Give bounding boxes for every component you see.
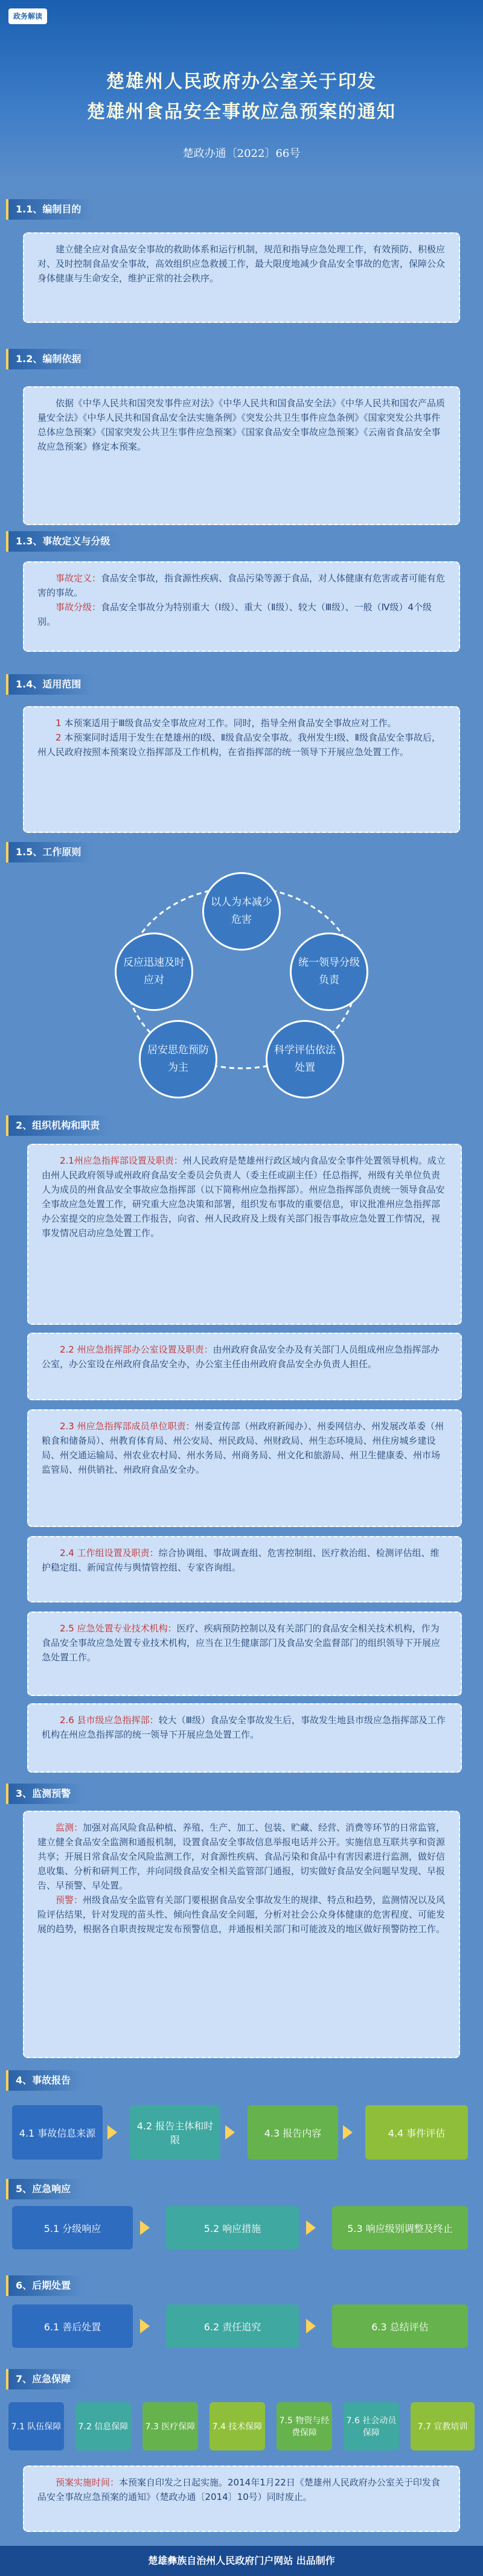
- workgroups-text: 综合协调组、事故调查组、危害控制组、医疗救治组、检测评估组、维护稳定组、新闻宣传与舆情管控组、专家咨询组。: [42, 1548, 440, 1573]
- card-office: [27, 1333, 462, 1400]
- scope-item-2: [37, 730, 446, 759]
- hq-title: 2.1州应急指挥部设置及职责：: [60, 1155, 183, 1166]
- monitoring-para: [37, 1820, 446, 1893]
- guarantee-4: 7.4 技术保障: [210, 2402, 265, 2450]
- warning-label: 预警：: [56, 1895, 83, 1905]
- category-badge: 政务解读: [8, 8, 47, 24]
- arrow-right-icon: [306, 2221, 316, 2235]
- workgroups-para: [42, 1546, 447, 1575]
- county-para: [42, 1713, 447, 1742]
- guarantee-7: 7.7 宣教培训: [411, 2402, 475, 2450]
- card-county: [27, 1703, 462, 1773]
- post-step-2: 6.2 责任追究: [166, 2304, 299, 2348]
- section-heading-3: 3、监测预警: [6, 1784, 84, 1804]
- section-heading-7: 7、应急保障: [6, 2369, 84, 2389]
- principle-2: 统一领导分级负责: [290, 933, 368, 1011]
- guarantee-6: 7.6 社会动员保障: [344, 2402, 399, 2450]
- scope-item-1: [37, 716, 446, 730]
- card-purpose: [23, 232, 460, 323]
- card-scope: [23, 706, 460, 833]
- principle-4: 居安思危预防为主: [139, 1020, 217, 1098]
- section-heading-1-5: 1.5、工作原则: [6, 842, 94, 862]
- grading-text: 食品安全事故分为特别重大（Ⅰ级）、重大（Ⅱ级）、较大（Ⅲ级）、一般（Ⅳ级）4个级别。: [37, 602, 432, 627]
- report-step-4: 4.4 事件评估: [365, 2105, 468, 2160]
- scope-item-1-text: 本预案适用于Ⅲ级食品安全事故应对工作。同时，指导全州食品安全事故应对工作。: [64, 718, 397, 728]
- workgroups-title: 2.4 工作组设置及职责：: [60, 1548, 159, 1558]
- scope-item-1-number: 1: [56, 718, 62, 728]
- card-monitoring: [23, 1811, 460, 2058]
- purpose-text: 建立健全应对食品安全事故的救助体系和运行机制，规范和指导应急处理工作，有效预防、积极应对、及时控制食品安全事故，高效组织应急救援工作，最大限度地减少食品安全事故的危害，保障公众身体健康与生命安全，维护正常的社会秩序。: [37, 244, 446, 284]
- warning-para: [37, 1893, 446, 1936]
- hq-text: 州人民政府是楚雄州行政区域内食品安全事件处置领导机构。成立由州人民政府领导或州政府食品安全委员会负责人（委主任或副主任）任总指挥，州级有关单位负责人为成员的州食品安全事故应急指挥部（以下简称州应急指挥部）。州应急指挥部负责统一领导食品安全事故应急处置工作，研究重大应急决策和部署，组织发布事故的重要信息，审议批准州应急指挥部办公室提交的应急处置工作报告，向省、州人民政府及上级有关部门报告事故应急处置工作情况，视事发情况启动应急处置工作。: [42, 1155, 446, 1239]
- card-implementation: [23, 2466, 460, 2532]
- report-step-1: 4.1 事故信息来源: [12, 2105, 103, 2160]
- scope-item-2-number: 2: [56, 732, 62, 743]
- document-number: 楚政办通〔2022〕66号: [182, 147, 301, 160]
- grading-para: [37, 600, 446, 629]
- report-step-2: 4.2 报告主体和时限: [130, 2105, 220, 2160]
- warning-text: 州级食品安全监管有关部门要根据食品安全事故发生的规律、特点和趋势，监测情况以及风险评估结果，针对发现的苗头性、倾向性食品安全问题，分析对社会公众身体健康的危害程度、可能发展的趋势，根据各自职责按规定发布预警信息，并通报相关部门和可能波及的地区做好预警防控工作。: [37, 1895, 446, 1934]
- office-text: 由州政府食品安全办及有关部门人员组成州应急指挥部办公室，办公室设在州政府食品安全办，办公室主任由州政府食品安全办负责人担任。: [42, 1344, 440, 1369]
- post-step-1: 6.1 善后处置: [12, 2304, 133, 2348]
- principle-3: 科学评估依法处置: [266, 1020, 344, 1098]
- header-banner: [0, 0, 483, 181]
- grading-label: 事故分级：: [56, 602, 101, 613]
- response-step-2: 5.2 响应措施: [166, 2206, 299, 2249]
- section-heading-6: 6、后期处置: [6, 2275, 84, 2296]
- definition-text: 食品安全事故，指食源性疾病、食品污染等源于食品，对人体健康有危害或者可能有危害的事故。: [37, 573, 446, 598]
- section-heading-1-4: 1.4、适用范围: [6, 674, 94, 695]
- members-text: 州委宣传部（州政府新闻办）、州委网信办、州发展改革委（州粮食和储备局）、州教育体育局、州公安局、州民政局、州财政局、州生态环境局、州住房城乡建设局、州交通运输局、州农业农村局、州水务局、州商务局、州文化和旅游局、州卫生健康委、州市场监管局、州供销社、州政府食品安全办。: [42, 1421, 444, 1475]
- hq-para: [42, 1153, 447, 1240]
- monitoring-label: 监测：: [56, 1822, 83, 1833]
- members-title: 2.3 州应急指挥部成员单位职责：: [60, 1421, 195, 1432]
- implementation-text: 本预案自印发之日起实施。2014年1月22日《楚雄州人民政府办公室关于印发食品安全事故应急预案的通知》（楚政办通〔2014〕10号）同时废止。: [37, 2477, 440, 2502]
- members-para: [42, 1419, 447, 1477]
- response-step-1: 5.1 分级响应: [12, 2206, 133, 2249]
- response-step-3: 5.3 响应级别调整及终止: [332, 2206, 468, 2249]
- post-step-3: 6.3 总结评估: [332, 2304, 468, 2348]
- arrow-right-icon: [225, 2125, 235, 2140]
- section-heading-1-3: 1.3、事故定义与分级: [6, 531, 123, 552]
- implementation-label: 预案实施时间：: [56, 2477, 120, 2488]
- title-line-1: 楚雄州人民政府办公室关于印发: [106, 71, 377, 92]
- card-definition: [23, 561, 460, 652]
- definition-para: [37, 571, 446, 600]
- section-heading-2: 2、组织机构和职责: [6, 1115, 113, 1136]
- principle-5: 反应迅速及时应对: [115, 933, 193, 1011]
- card-workgroups: [27, 1536, 462, 1602]
- section-heading-1-1: 1.1、编制目的: [6, 199, 94, 220]
- arrow-right-icon: [107, 2125, 117, 2140]
- section-heading-5: 5、应急响应: [6, 2179, 84, 2199]
- card-tech-orgs: [27, 1612, 462, 1696]
- county-text: 较大（Ⅲ级）食品安全事故发生后，事故发生地县市级应急指挥部及工作机构在州应急指挥部的统一领导下开展应急处置工作。: [42, 1715, 446, 1740]
- definition-label: 事故定义：: [56, 573, 101, 584]
- arrow-right-icon: [140, 2319, 150, 2333]
- scope-item-2-text: 本预案同时适用于发生在楚雄州的Ⅰ级、Ⅱ级食品安全事故。我州发生Ⅰ级、Ⅱ级食品安全事故后，州人民政府按照本预案设立指挥部及工作机构，在省指挥部的统一领导下开展应急处置工作。: [37, 732, 441, 757]
- guarantee-3: 7.3 医疗保障: [142, 2402, 198, 2450]
- report-step-3: 4.3 报告内容: [248, 2105, 338, 2160]
- section-heading-1-2: 1.2、编制依据: [6, 349, 94, 369]
- footer-credit: 楚雄彝族自治州人民政府门户网站 出品制作: [0, 2546, 483, 2576]
- office-title: 2.2 州应急指挥部办公室设置及职责：: [60, 1344, 213, 1355]
- guarantee-2: 7.2 信息保障: [75, 2402, 131, 2450]
- guarantee-5: 7.5 物资与经费保障: [277, 2402, 332, 2450]
- tech-orgs-para: [42, 1621, 447, 1665]
- arrow-right-icon: [306, 2319, 316, 2333]
- monitoring-text: 加强对高风险食品种植、养殖、生产、加工、包装、贮藏、经营、消费等环节的日常监管，建立健全食品安全监测和通报机制，设置食品安全事故信息举报电话并公开。实施信息互联共享和资源共享；开展日常食品安全风险监测工作，对食源性疾病、食品污染和食品中有害因素进行监测，做好信息收集、分析和研判工作，并向同级食品安全相关监管部门通报，切实做好食品安全问题早发现、早报告、早预警、早处置。: [37, 1822, 446, 1891]
- section-heading-4: 4、事故报告: [6, 2070, 84, 2091]
- arrow-right-icon: [140, 2221, 150, 2235]
- county-title: 2.6 县市级应急指挥部：: [60, 1715, 159, 1726]
- card-basis: [23, 386, 460, 525]
- principle-1: 以人为本减少危害: [202, 872, 281, 951]
- implementation-para: [37, 2475, 446, 2504]
- card-hq: [27, 1144, 462, 1325]
- title-line-2: 楚雄州食品安全事故应急预案的通知: [87, 101, 396, 123]
- basis-text: 依据《中华人民共和国突发事件应对法》《中华人民共和国食品安全法》《中华人民共和国农产品质量安全法》《中华人民共和国食品安全法实施条例》《突发公共卫生事件应急条例》《国家突发公共事件总体应急预案》《国家突发公共卫生事件应急预案》《国家食品安全事故应急预案》《云南省食品安全事故应急预案》修定本预案。: [37, 398, 446, 452]
- guarantee-1: 7.1 队伍保障: [8, 2402, 64, 2450]
- office-para: [42, 1342, 447, 1371]
- arrow-right-icon: [343, 2125, 353, 2140]
- tech-orgs-title: 2.5 应急处置专业技术机构：: [60, 1623, 177, 1634]
- tech-orgs-text: 医疗、疾病预防控制以及有关部门的食品安全相关技术机构，作为食品安全事故应急处置专业技术机构，应当在卫生健康部门及食品安全监督部门的组织领导下开展应急处置工作。: [42, 1623, 441, 1663]
- card-members: [27, 1409, 462, 1527]
